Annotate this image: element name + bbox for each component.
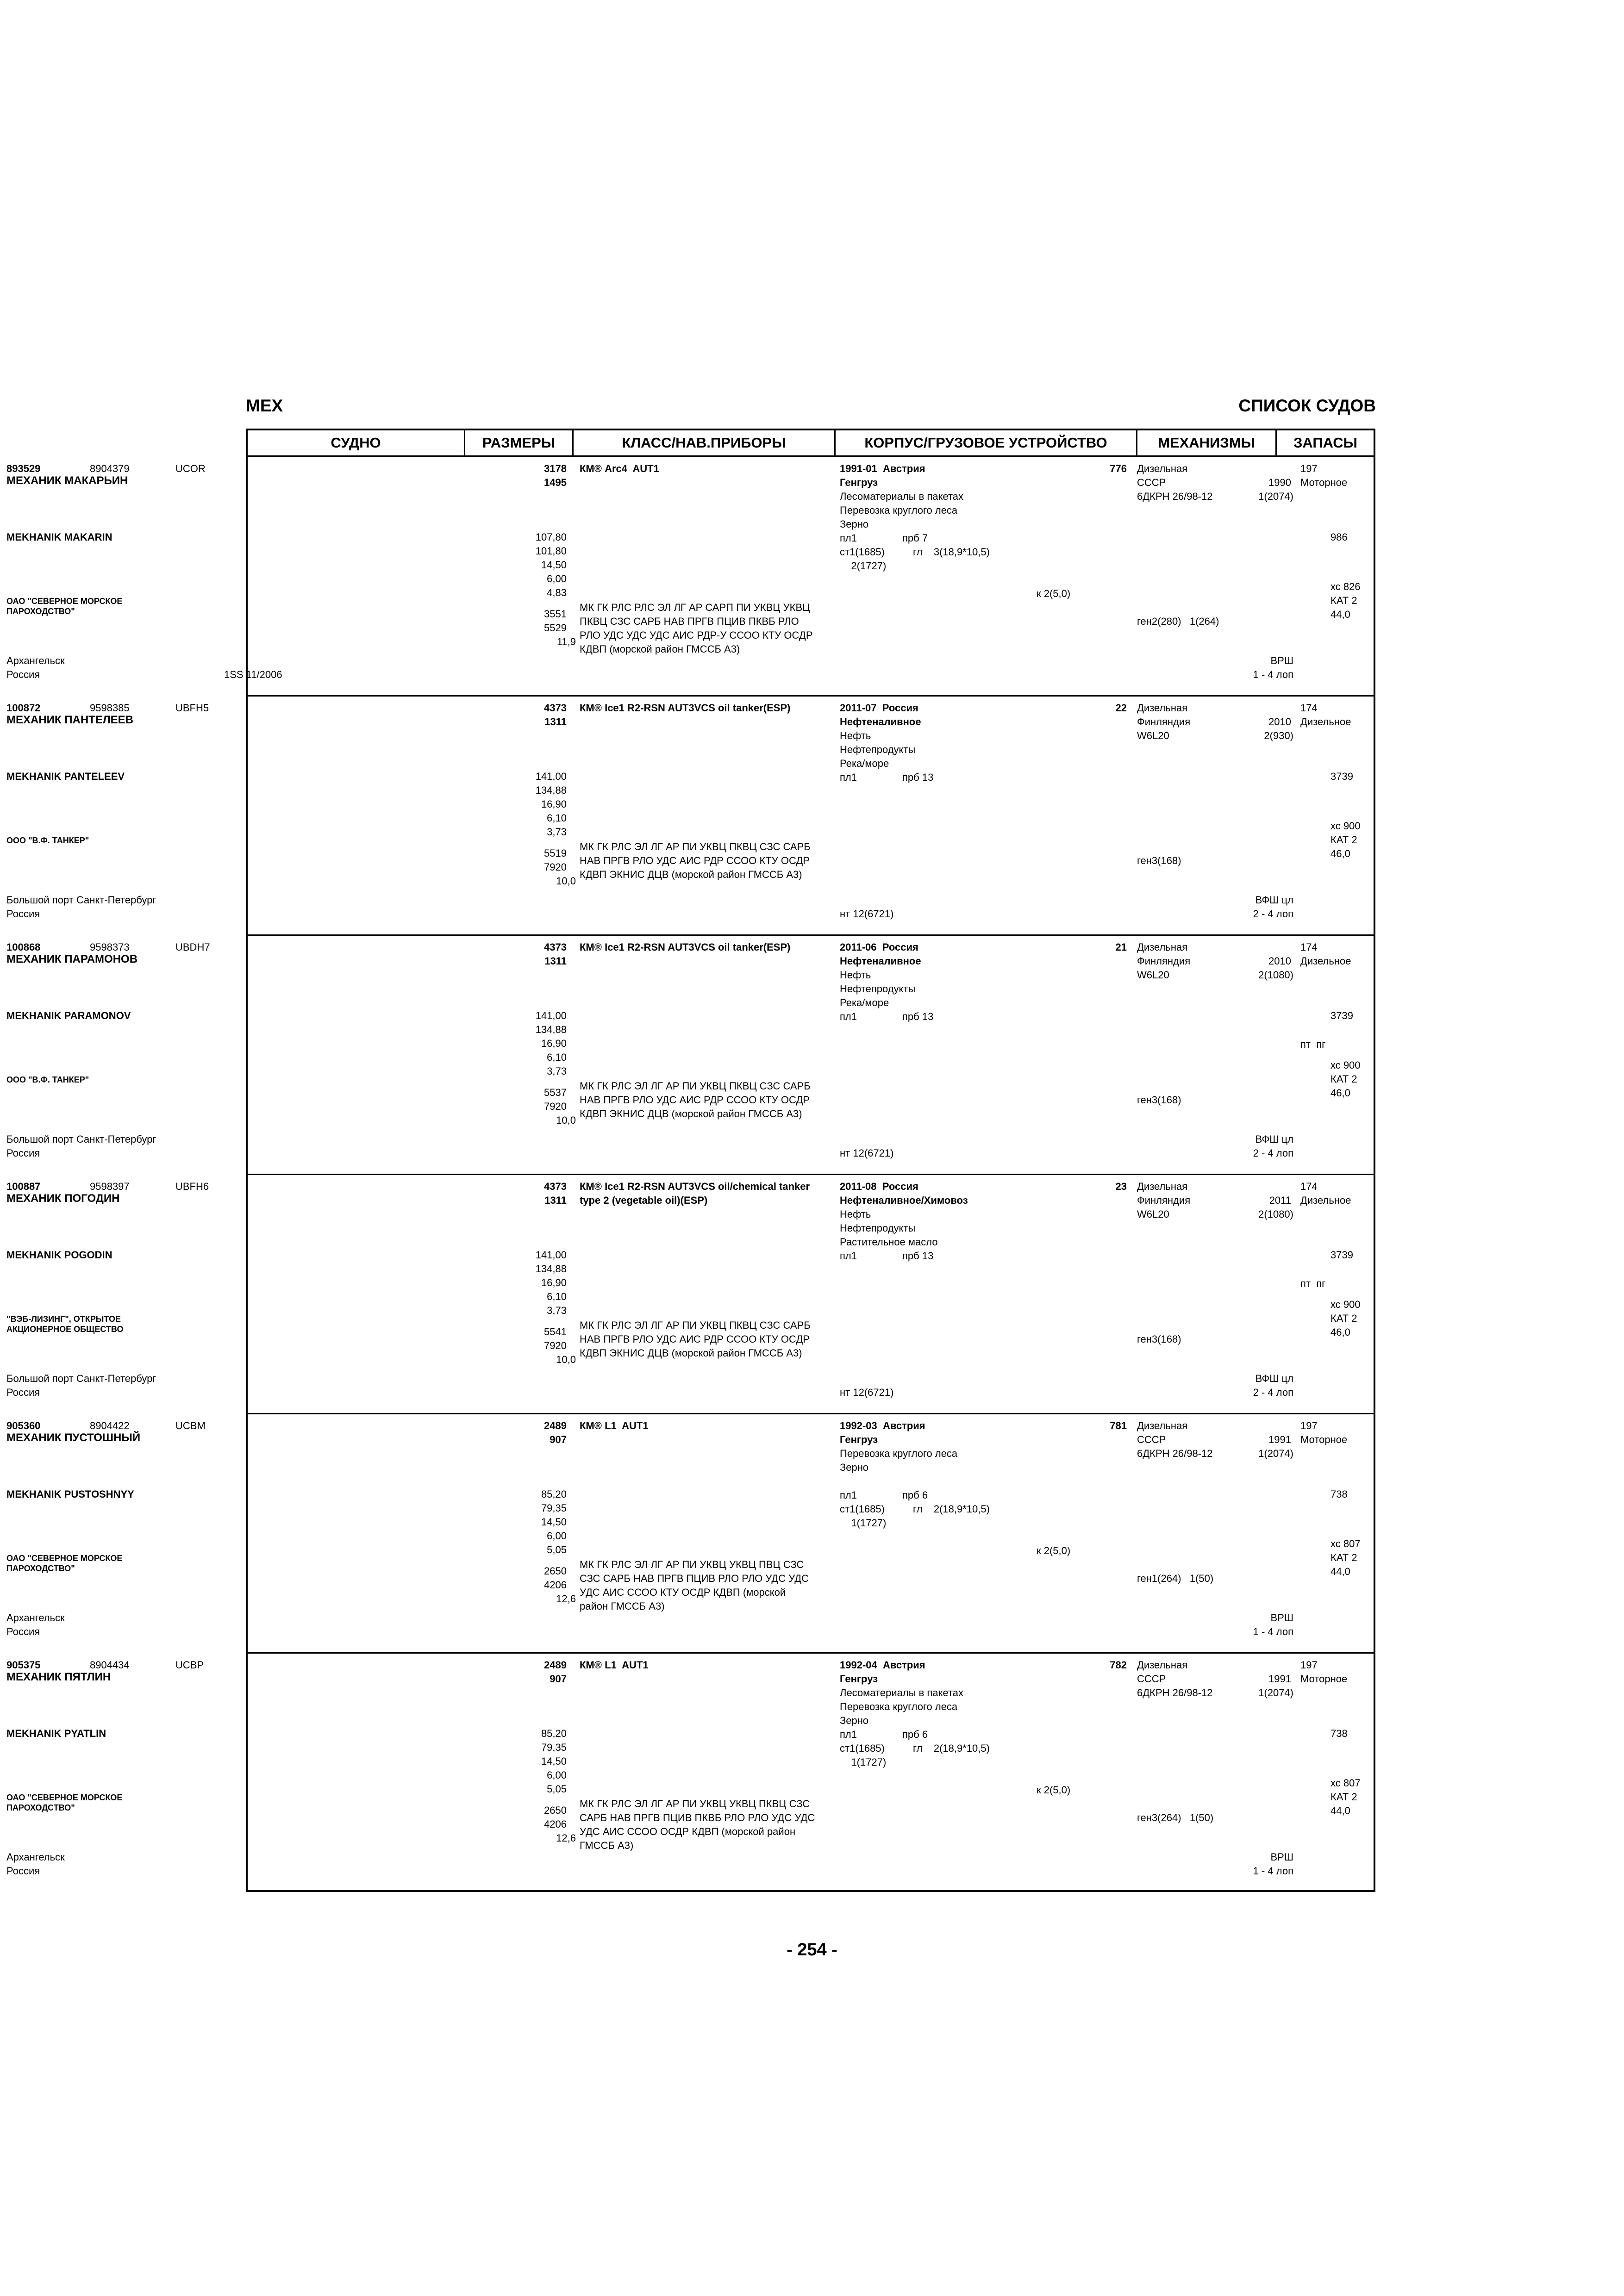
class-notation: КМ® Ice1 R2-RSN AUT3VCS oil tanker(ESP) — [580, 941, 791, 953]
deadweight: 3551 — [544, 608, 567, 620]
ship-owner: ОАО "СЕВЕРНОЕ МОРСКОЕ ПАРОХОДСТВО" — [6, 1793, 123, 1812]
engine-year: 2010 — [1268, 716, 1291, 728]
ship-name-ru: МЕХАНИК ПАРАМОНОВ — [6, 953, 138, 965]
ship-entry — [6, 457, 1374, 697]
holds: ст1(1685) гл 3(18,9*10,5) 2(1727) — [840, 546, 990, 572]
displacement: 7920 — [544, 861, 567, 873]
gross-tonnage: 4373 — [544, 702, 567, 714]
draught: 5,05 — [547, 1783, 567, 1795]
ship-call-sign: UBDH7 — [175, 941, 210, 953]
ship-reg-number: 100872 — [6, 702, 41, 714]
ship-name-ru: МЕХАНИК ПАНТЕЛЕЕВ — [6, 714, 134, 726]
deadweight: 2650 — [544, 1565, 567, 1577]
ship-owner: ООО "В.Ф. ТАНКЕР" — [6, 1075, 89, 1084]
breadth: 14,50 — [541, 559, 567, 571]
propeller: ВФШ цл — [1255, 894, 1293, 906]
ship-name-ru: МЕХАНИК ПЯТЛИН — [6, 1671, 111, 1683]
class-notation: КМ® Ice1 R2-RSN AUT3VCS oil/chemical tanker type 2 (vegetable oil)(ESP) — [580, 1181, 810, 1206]
gross-tonnage: 4373 — [544, 1181, 567, 1192]
endurance-range: хс 807 КАТ 2 44,0 — [1330, 1777, 1361, 1817]
ship-reg-number: 100887 — [6, 1181, 41, 1192]
ship-imo-number: 9598385 — [90, 702, 130, 714]
ship-call-sign: UBFH5 — [175, 702, 209, 714]
endurance-range: хс 826 КАТ 2 44,0 — [1330, 581, 1361, 620]
ship-home-port: Большой порт Санкт-Петербург — [6, 894, 156, 906]
crew-complement: 174 — [1300, 1181, 1318, 1192]
cargo-types: Перевозка круглого леса Зерно — [840, 1448, 958, 1473]
gross-tonnage: 2489 — [544, 1659, 567, 1671]
crew-complement: 174 — [1300, 702, 1318, 714]
nav-equipment: МК ГК РЛС РЛС ЭЛ ЛГ АР САРП ПИ УКВЦ УКВЦ ПКВЦ СЗС САРБ НАВ ПРГВ ПЦИВ ПКВБ РЛО РЛО УДС УДС УДС АИС РДР-У ССОО КТУ ОСДР КДВП (морской район ГМССБ А3) — [580, 602, 813, 655]
cargo-types: Нефть Нефтепродукты Растительное масло — [840, 1208, 938, 1248]
ship-flag: Россия — [6, 1626, 40, 1637]
length-bp: 101,80 — [535, 545, 567, 557]
ship-register-table — [6, 429, 1375, 1892]
depth: 6,00 — [547, 1769, 567, 1781]
depth: 6,10 — [547, 812, 567, 824]
length-overall: 141,00 — [535, 1010, 567, 1021]
ship-call-sign: UCOR — [175, 463, 206, 474]
generators: ген3(264) 1(50) — [1137, 1812, 1214, 1823]
ship-imo-number: 8904434 — [90, 1659, 130, 1671]
ship-reg-number: 905375 — [6, 1659, 41, 1671]
decks: пл1 — [840, 772, 857, 783]
generators: ген3(168) — [1137, 1333, 1181, 1345]
ship-name-ru: МЕХАНИК МАКАРЬИН — [6, 474, 128, 487]
decks: пл1 — [840, 1250, 857, 1262]
endurance-range: хс 900 КАТ 2 46,0 — [1330, 1299, 1361, 1338]
ship-reg-number: 893529 — [6, 463, 41, 474]
net-tonnage: 1311 — [544, 716, 567, 728]
deadweight: 2650 — [544, 1804, 567, 1816]
breadth: 16,90 — [541, 1038, 567, 1049]
length-bp: 79,35 — [541, 1742, 567, 1753]
ship-imo-number: 8904379 — [90, 463, 130, 474]
engine-count: 1(2074) — [1258, 1687, 1293, 1699]
endurance-range: хс 807 КАТ 2 44,0 — [1330, 1538, 1361, 1577]
ship-flag: Россия — [6, 1147, 40, 1159]
propeller: ВФШ цл — [1255, 1373, 1293, 1384]
propeller-blades: 1 - 4 лоп — [1253, 1626, 1293, 1637]
engine-room-type: Моторное — [1300, 1434, 1348, 1445]
column-header-stores: ЗАПАСЫ — [1293, 435, 1358, 451]
hull-type: Генгруз — [840, 1434, 878, 1445]
deadweight: 5537 — [544, 1087, 567, 1098]
bulkheads: прб 13 — [902, 1011, 934, 1022]
speed: 10,0 — [556, 1354, 576, 1365]
ship-name-en: MEKHANIK PUSTOSHNYY — [6, 1488, 134, 1500]
build-date-country: 2011-07 Россия — [840, 702, 918, 714]
bulkheads: прб 6 — [902, 1729, 928, 1740]
bulkheads: прб 7 — [902, 532, 928, 544]
length-overall: 107,80 — [535, 531, 567, 543]
bulkheads: прб 13 — [902, 772, 934, 783]
displacement: 7920 — [544, 1340, 567, 1351]
gross-tonnage: 4373 — [544, 941, 567, 953]
hull-type: Нефтеналивное — [840, 955, 921, 967]
cargo-types: Нефть Нефтепродукты Река/море — [840, 969, 916, 1008]
page-section-title: СПИСОК СУДОВ — [1238, 396, 1376, 415]
column-header-hull: КОРПУС/ГРУЗОВОЕ УСТРОЙСТВО — [836, 430, 1137, 455]
engine-room-type: Дизельное — [1300, 955, 1351, 967]
engine-year: 1990 — [1268, 477, 1291, 488]
length-bp: 79,35 — [541, 1502, 567, 1514]
ship-imo-number: 8904422 — [90, 1420, 130, 1431]
bulkheads: прб 6 — [902, 1489, 928, 1501]
ship-home-port: Архангельск — [6, 655, 65, 666]
breadth: 14,50 — [541, 1755, 567, 1767]
ship-call-sign: UBFH6 — [175, 1181, 209, 1192]
engine-room-type: Дизельное — [1300, 1195, 1351, 1206]
speed: 12,6 — [556, 1832, 576, 1844]
propeller: ВРШ — [1270, 655, 1293, 666]
main-engine: Дизельная Финляндия W6L20 — [1137, 702, 1191, 741]
displacement: 4206 — [544, 1579, 567, 1591]
gross-tonnage: 2489 — [544, 1420, 567, 1431]
main-engine: Дизельная СССР 6ДКРН 26/98-12 — [1137, 1420, 1213, 1459]
propeller: ВРШ — [1270, 1612, 1293, 1624]
engine-year: 1991 — [1268, 1434, 1291, 1445]
fuel-capacity: 738 — [1330, 1728, 1348, 1739]
gross-tonnage: 3178 — [544, 463, 567, 474]
ship-name-ru: МЕХАНИК ПУСТОШНЫЙ — [6, 1431, 141, 1444]
ship-name-en: MEKHANIK PANTELEEV — [6, 771, 125, 782]
propeller-blades: 1 - 4 лоп — [1253, 1865, 1293, 1877]
ship-entry — [6, 936, 1374, 1175]
depth: 6,10 — [547, 1052, 567, 1063]
fuel-capacity: 986 — [1330, 531, 1348, 543]
thrusters: пт пг — [1300, 1039, 1326, 1050]
ship-call-sign: UCBM — [175, 1420, 206, 1431]
net-tonnage: 907 — [550, 1434, 567, 1445]
class-notation: КМ® Ice1 R2-RSN AUT3VCS oil tanker(ESP) — [580, 702, 791, 714]
draught: 3,73 — [547, 1305, 567, 1316]
ship-home-port: Большой порт Санкт-Петербург — [6, 1373, 156, 1384]
hull-type: Нефтеналивное/Химовоз — [840, 1195, 968, 1206]
crew-complement: 197 — [1300, 1420, 1318, 1431]
engine-year: 2010 — [1268, 955, 1291, 967]
endurance-range: хс 900 КАТ 2 46,0 — [1330, 820, 1361, 859]
crew-complement: 197 — [1300, 1659, 1318, 1671]
build-date-country: 1992-04 Австрия — [840, 1659, 925, 1671]
column-header-machinery: МЕХАНИЗМЫ — [1137, 430, 1277, 455]
loadline: нт 12(6721) — [840, 1147, 894, 1159]
ship-name-ru: МЕХАНИК ПОГОДИН — [6, 1192, 120, 1205]
holds: ст1(1685) гл 2(18,9*10,5) 1(1727) — [840, 1742, 990, 1768]
yard-number: 776 — [1110, 463, 1127, 474]
breadth: 16,90 — [541, 798, 567, 810]
nav-equipment: МК ГК РЛС ЭЛ ЛГ АР ПИ УКВЦ ПКВЦ СЗС САРБ НАВ ПРГВ РЛО УДС АИС РДР ССОО КТУ ОСДР КДВП ЭКНИС ДЦВ (морской район ГМССБ А3) — [580, 1080, 811, 1120]
hull-type: Генгруз — [840, 1673, 878, 1685]
propeller: ВРШ — [1270, 1851, 1293, 1863]
ship-flag: Россия — [6, 669, 40, 680]
engine-year: 2011 — [1269, 1195, 1291, 1206]
ship-imo-number: 9598397 — [90, 1181, 130, 1192]
displacement: 5529 — [544, 622, 567, 634]
class-notation: КМ® Arc4 AUT1 — [580, 463, 659, 474]
generators: ген3(168) — [1137, 855, 1181, 866]
ship-imo-number: 9598373 — [90, 941, 130, 953]
loadline: нт 12(6721) — [840, 1387, 894, 1398]
yard-number: 21 — [1115, 941, 1127, 953]
engine-count: 1(2074) — [1258, 491, 1293, 502]
loadline: нт 12(6721) — [840, 908, 894, 920]
engine-year: 1991 — [1268, 1673, 1291, 1685]
fuel-capacity: 3739 — [1330, 1249, 1353, 1261]
thrusters: пт пг — [1300, 1278, 1326, 1289]
propeller-blades: 2 - 4 лоп — [1253, 1387, 1293, 1398]
engine-room-type: Моторное — [1300, 1673, 1348, 1685]
length-overall: 85,20 — [541, 1728, 567, 1739]
build-date-country: 1991-01 Австрия — [840, 463, 925, 474]
ship-home-port: Архангельск — [6, 1612, 65, 1624]
engine-count: 2(1080) — [1258, 969, 1293, 981]
yard-number: 22 — [1115, 702, 1127, 714]
yard-number: 781 — [1110, 1420, 1127, 1431]
main-engine: Дизельная СССР 6ДКРН 26/98-12 — [1137, 463, 1213, 502]
generators: ген3(168) — [1137, 1094, 1181, 1106]
fuel-capacity: 3739 — [1330, 1010, 1353, 1021]
deadweight: 5519 — [544, 847, 567, 859]
yard-number: 23 — [1115, 1181, 1127, 1192]
build-date-country: 1992-03 Австрия — [840, 1420, 925, 1431]
class-notation: КМ® L1 AUT1 — [580, 1420, 649, 1431]
ship-flag: Россия — [6, 1865, 40, 1877]
column-header-dimensions: РАЗМЕРЫ — [465, 430, 574, 455]
ship-flag: Россия — [6, 1387, 40, 1398]
ship-entry — [6, 1414, 1374, 1654]
ship-owner: ОАО "СЕВЕРНОЕ МОРСКОЕ ПАРОХОДСТВО" — [6, 597, 123, 616]
ship-owner: "ВЭБ-ЛИЗИНГ", ОТКРЫТОЕ АКЦИОНЕРНОЕ ОБЩЕСТВО — [6, 1314, 124, 1334]
decks: пл1 — [840, 1489, 857, 1501]
main-engine: Дизельная Финляндия W6L20 — [1137, 1181, 1191, 1220]
engine-room-type: Дизельное — [1300, 716, 1351, 728]
nav-equipment: МК ГК РЛС ЭЛ ЛГ АР ПИ УКВЦ ПКВЦ СЗС САРБ НАВ ПРГВ РЛО УДС АИС РДР ССОО КТУ ОСДР КДВП ЭКНИС ДЦВ (морской район ГМССБ А3) — [580, 1319, 811, 1359]
section-code: МЕХ — [246, 396, 283, 415]
ship-reg-number: 905360 — [6, 1420, 41, 1431]
speed: 10,0 — [556, 875, 576, 887]
draught: 3,73 — [547, 1065, 567, 1077]
decks: пл1 — [840, 532, 857, 544]
breadth: 14,50 — [541, 1516, 567, 1528]
ship-name-en: MEKHANIK MAKARIN — [6, 531, 112, 543]
holds: ст1(1685) гл 2(18,9*10,5) 1(1727) — [840, 1503, 990, 1529]
main-engine: Дизельная СССР 6ДКРН 26/98-12 — [1137, 1659, 1213, 1699]
ship-entry — [6, 1175, 1374, 1414]
hull-type: Генгруз — [840, 477, 878, 488]
ship-owner: ООО "В.Ф. ТАНКЕР" — [6, 836, 89, 845]
yard-number: 782 — [1110, 1659, 1127, 1671]
length-overall: 141,00 — [535, 771, 567, 782]
ship-home-port: Архангельск — [6, 1851, 65, 1863]
length-bp: 134,88 — [535, 1024, 567, 1035]
speed: 12,6 — [556, 1593, 576, 1605]
column-header-ship: СУДНО — [248, 430, 465, 455]
cargo-types: Нефть Нефтепродукты Река/море — [840, 730, 916, 769]
engine-count: 1(2074) — [1258, 1448, 1293, 1459]
cranes: к 2(5,0) — [1037, 1545, 1071, 1556]
nav-equipment: МК ГК РЛС ЭЛ ЛГ АР ПИ УКВЦ УКВЦ ПКВЦ СЗС САРБ НАВ ПРГВ ПЦИВ ПКВБ РЛО РЛО УДС УДС УДС АИС ССОО ОСДР КДВП (морской район ГМССБ А3) — [580, 1798, 815, 1851]
crew-complement: 197 — [1300, 463, 1318, 474]
propeller-blades: 1 - 4 лоп — [1253, 669, 1293, 680]
displacement: 4206 — [544, 1818, 567, 1830]
ship-name-en: MEKHANIK PARAMONOV — [6, 1010, 131, 1021]
propeller: ВФШ цл — [1255, 1133, 1293, 1145]
nav-equipment: МК ГК РЛС ЭЛ ЛГ АР ПИ УКВЦ ПКВЦ СЗС САРБ НАВ ПРГВ РЛО УДС АИС РДР ССОО КТУ ОСДР КДВП ЭКНИС ДЦВ (морской район ГМССБ А3) — [580, 841, 811, 880]
ship-owner: ОАО "СЕВЕРНОЕ МОРСКОЕ ПАРОХОДСТВО" — [6, 1554, 123, 1573]
depth: 6,00 — [547, 573, 567, 585]
generators: ген2(280) 1(264) — [1137, 616, 1219, 627]
engine-count: 2(930) — [1264, 730, 1293, 741]
cranes: к 2(5,0) — [1037, 1784, 1071, 1796]
engine-count: 2(1080) — [1258, 1208, 1293, 1220]
length-overall: 141,00 — [535, 1249, 567, 1261]
ship-reg-number: 100868 — [6, 941, 41, 953]
fuel-capacity: 738 — [1330, 1488, 1348, 1500]
crew-complement: 174 — [1300, 941, 1318, 953]
net-tonnage: 1311 — [544, 1195, 567, 1206]
propeller-blades: 2 - 4 лоп — [1253, 908, 1293, 920]
ship-entry — [6, 697, 1374, 936]
ship-flag: Россия — [6, 908, 40, 920]
draught: 5,05 — [547, 1544, 567, 1556]
length-bp: 134,88 — [535, 1263, 567, 1275]
hull-type: Нефтеналивное — [840, 716, 921, 728]
cargo-types: Лесоматериалы в пакетах Перевозка круглого леса Зерно — [840, 491, 964, 530]
cargo-types: Лесоматериалы в пакетах Перевозка круглого леса Зерно — [840, 1687, 964, 1726]
length-overall: 85,20 — [541, 1488, 567, 1500]
deadweight: 5541 — [544, 1326, 567, 1338]
depth: 6,00 — [547, 1530, 567, 1542]
class-notation: КМ® L1 AUT1 — [580, 1659, 649, 1671]
length-bp: 134,88 — [535, 784, 567, 796]
column-header-class: КЛАСС/НАВ.ПРИБОРЫ — [574, 430, 836, 455]
draught: 4,83 — [547, 587, 567, 598]
speed: 11,9 — [556, 636, 576, 647]
net-tonnage: 1495 — [544, 477, 567, 488]
net-tonnage: 1311 — [544, 955, 567, 967]
bulkheads: прб 13 — [902, 1250, 934, 1262]
breadth: 16,90 — [541, 1277, 567, 1288]
endurance-range: хс 900 КАТ 2 46,0 — [1330, 1059, 1361, 1099]
build-date-country: 2011-08 Россия — [840, 1181, 918, 1192]
nav-equipment: МК ГК РЛС ЭЛ ЛГ АР ПИ УКВЦ УКВЦ ПВЦ СЗС СЗС САРБ НАВ ПРГВ ПЦИВ РЛО РЛО УДС УДС УДС АИС ССОО КТУ ОСДР КДВП (морской район ГМССБ А3) — [580, 1559, 809, 1612]
fuel-capacity: 3739 — [1330, 771, 1353, 782]
ship-name-en: MEKHANIK PYATLIN — [6, 1728, 106, 1739]
decks: пл1 — [840, 1011, 857, 1022]
displacement: 7920 — [544, 1101, 567, 1112]
engine-room-type: Моторное — [1300, 477, 1348, 488]
propeller-blades: 2 - 4 лоп — [1253, 1147, 1293, 1159]
ship-call-sign: UCBP — [175, 1659, 204, 1671]
cranes: к 2(5,0) — [1037, 588, 1071, 599]
page-number: - 254 - — [787, 1940, 837, 1960]
draught: 3,73 — [547, 826, 567, 838]
main-engine: Дизельная Финляндия W6L20 — [1137, 941, 1191, 981]
speed: 10,0 — [556, 1114, 576, 1126]
build-date-country: 2011-06 Россия — [840, 941, 918, 953]
ship-entry — [6, 1654, 1374, 1893]
generators: ген1(264) 1(50) — [1137, 1573, 1214, 1584]
ship-name-en: MEKHANIK POGODIN — [6, 1249, 112, 1261]
net-tonnage: 907 — [550, 1673, 567, 1685]
ship-note: 1SS 11/2006 — [224, 669, 282, 680]
ship-home-port: Большой порт Санкт-Петербург — [6, 1133, 156, 1145]
decks: пл1 — [840, 1729, 857, 1740]
depth: 6,10 — [547, 1291, 567, 1302]
